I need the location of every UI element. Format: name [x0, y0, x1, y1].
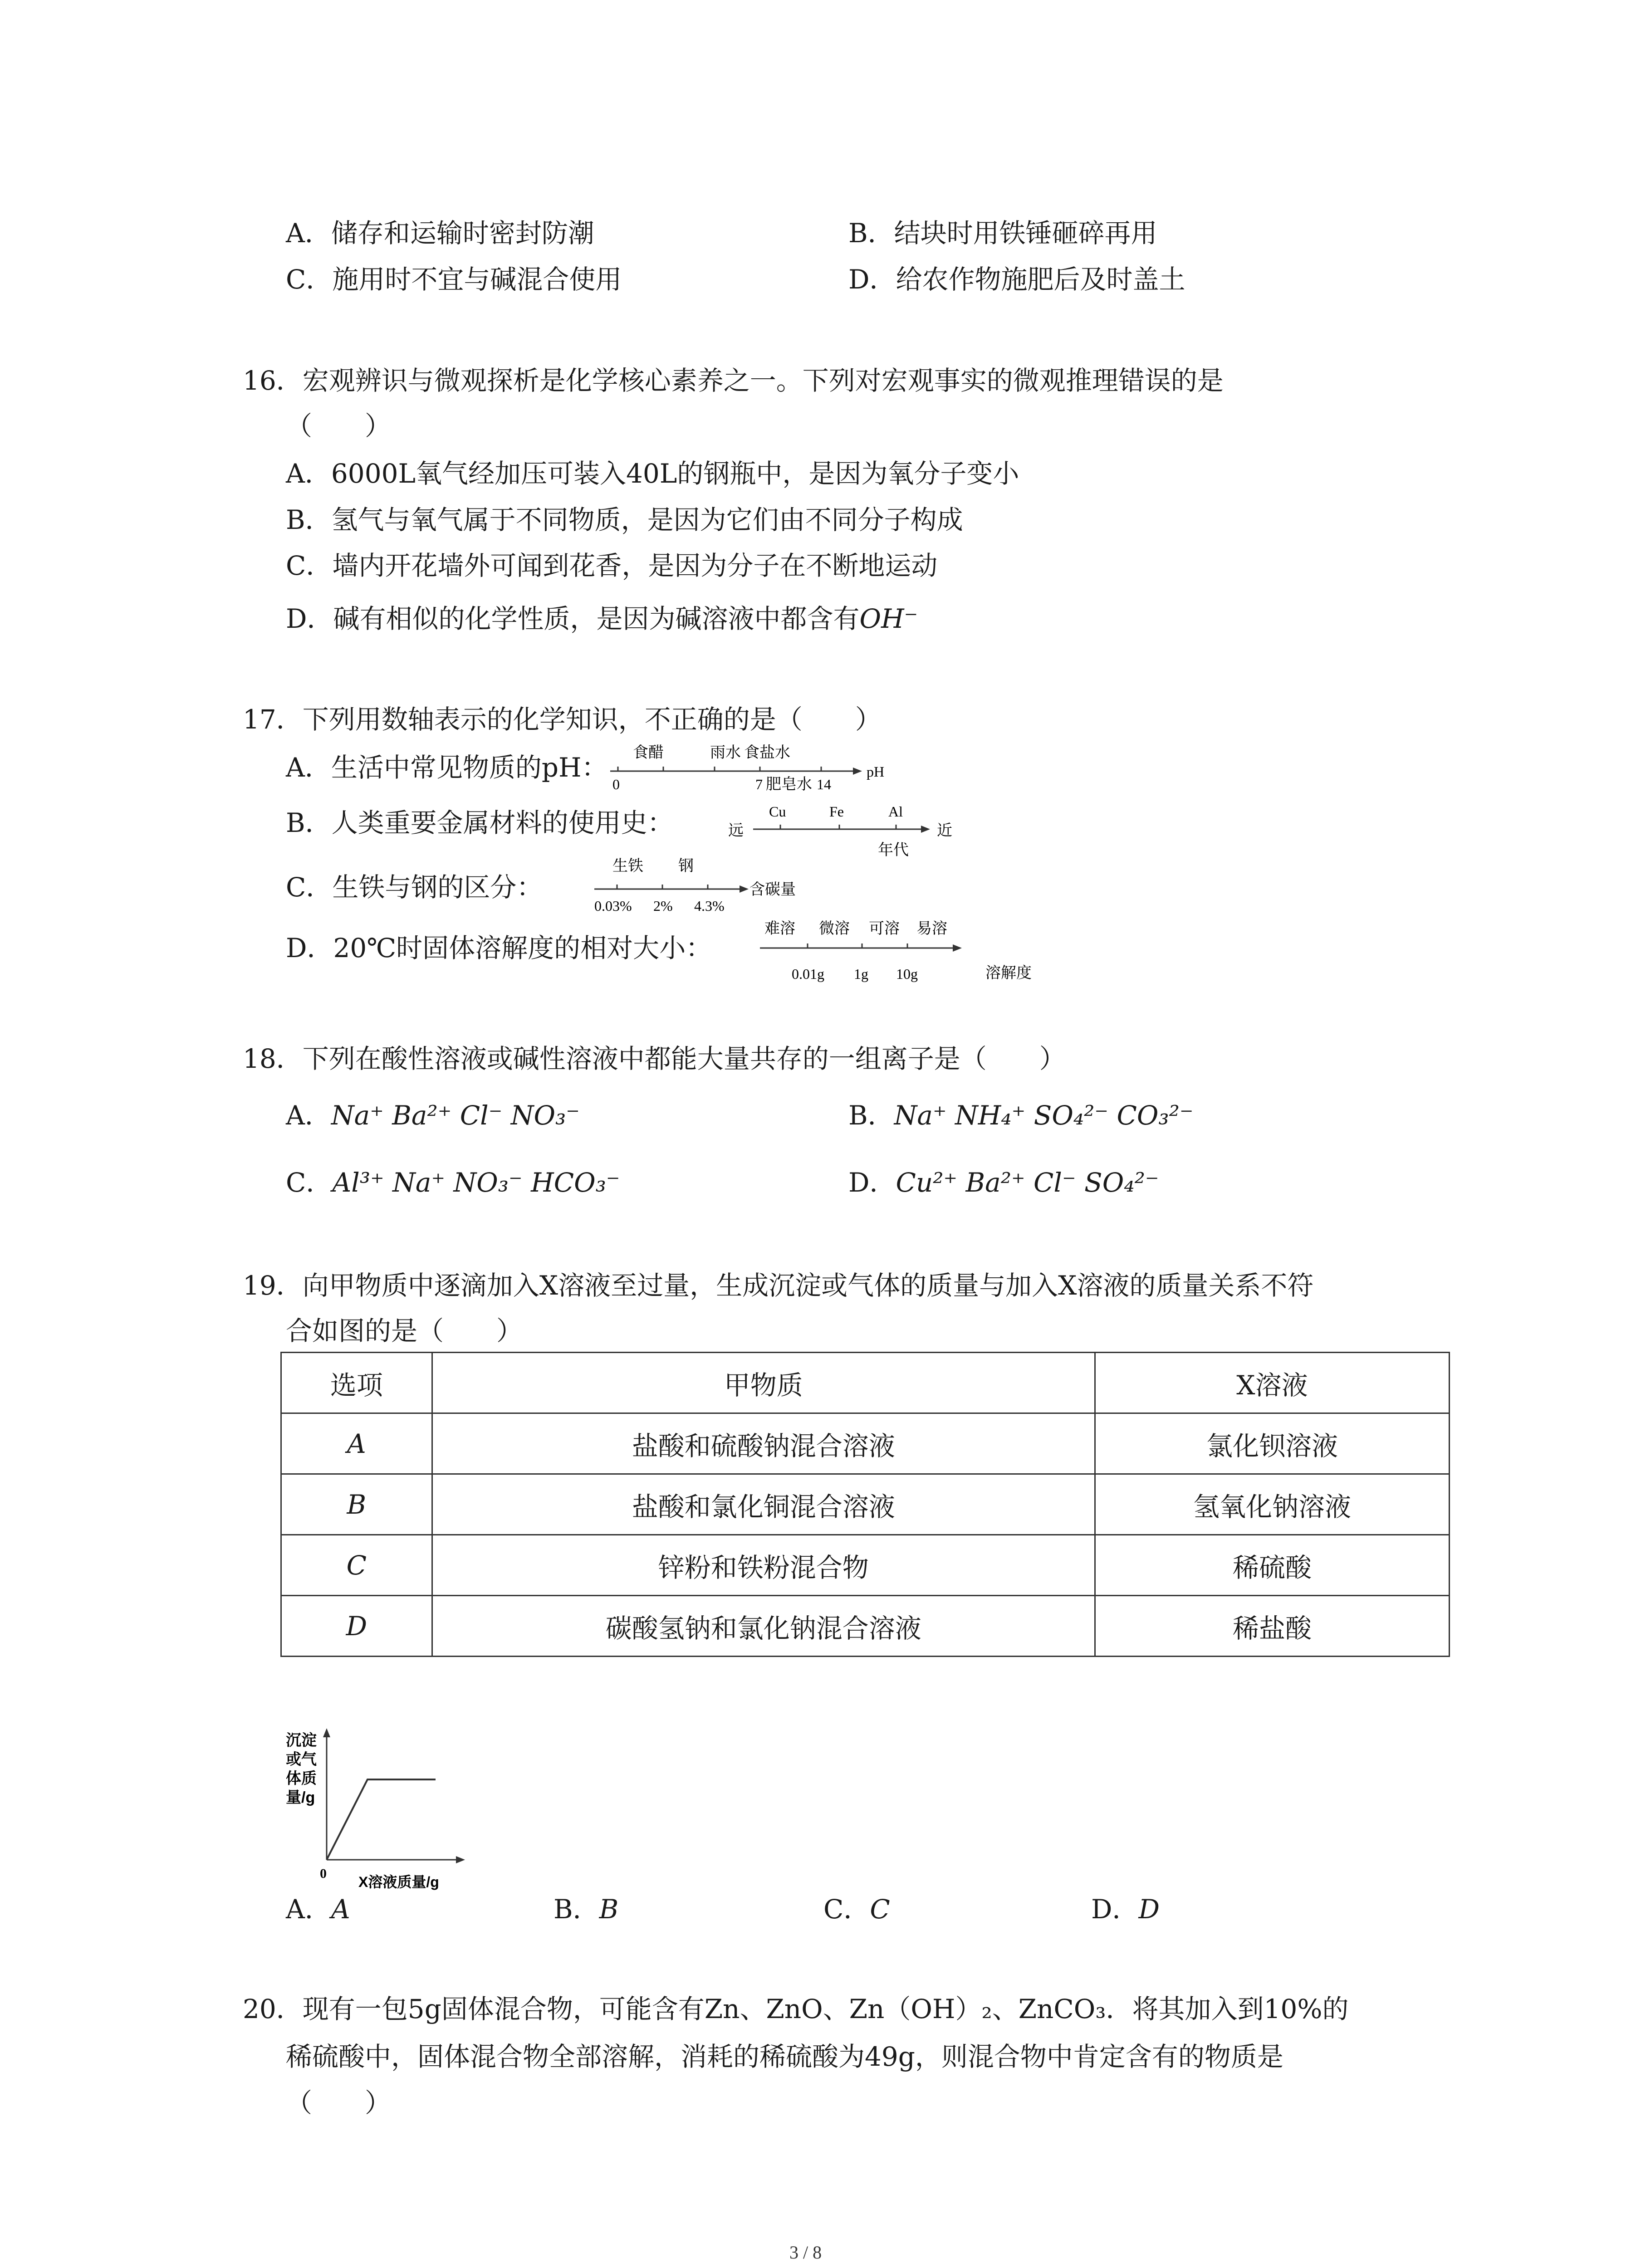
metal-label-cu: Cu: [769, 803, 786, 820]
sol-tick-1: 1g: [854, 966, 868, 982]
q18-option-b-label: B．: [848, 1100, 894, 1131]
ph-tick-14: 14: [817, 776, 831, 792]
table-cell-solution: 氢氧化钠溶液: [1095, 1474, 1449, 1535]
q16-blank: （ ）: [286, 411, 392, 441]
ph-label-soap: 肥皂水: [766, 776, 812, 793]
metal-axis-near: 近: [937, 822, 952, 839]
q18-option-c: [286, 1167, 620, 1199]
sol-label-soluble: 可溶: [869, 920, 900, 937]
q20-blank: （ ）: [286, 2087, 392, 2118]
q16-option-b: B．氢气与氧气属于不同物质，是因为它们由不同分子构成: [286, 504, 963, 535]
ph-label-rain: 雨水: [710, 744, 741, 761]
solubility-line: [753, 915, 1053, 997]
q17-option-b: B．人类重要金属材料的使用史：: [286, 807, 674, 838]
sol-tick-10: 10g: [896, 966, 918, 982]
graph-ylabel-2: 或气: [286, 1751, 317, 1768]
q20-line2: 稀硫酸中，固体混合物全部溶解，消耗的稀硫酸为49g，则混合物中肯定含有的物质是: [286, 2041, 1283, 2072]
q18-option-c-label: C．: [286, 1167, 333, 1198]
q19-option-c: [823, 1894, 890, 1926]
q15-option-b: B．结块时用铁锤砸碎再用: [848, 218, 1157, 249]
table-header-row: [281, 1353, 1450, 1413]
table-cell-substance: 盐酸和氯化铜混合溶液: [432, 1474, 1095, 1535]
q17-option-d: D．20℃时固体溶解度的相对大小：: [286, 933, 712, 963]
table-cell-solution: 稀盐酸: [1095, 1596, 1449, 1657]
sol-label-slightly: 微溶: [819, 920, 850, 937]
ph-label-salt: 食盐水: [744, 744, 790, 761]
carbon-tick-43: 4.3%: [694, 898, 725, 914]
carbon-tick-2: 2%: [653, 898, 673, 914]
graph-ylabel-1: 沉淀: [286, 1732, 317, 1749]
table-header-substance: 甲物质: [432, 1353, 1095, 1413]
q18-option-d: [848, 1167, 1159, 1199]
q18-option-a-label: A．: [286, 1100, 331, 1131]
table-row: [281, 1413, 1450, 1474]
q18-stem: 18．下列在酸性溶液或碱性溶液中都能大量共存的一组离子是（ ）: [243, 1043, 1066, 1074]
carbon-tick-003: 0.03%: [594, 898, 632, 914]
q18-option-d-label: D．: [848, 1167, 896, 1198]
q16-option-d-text: D．碱有相似的化学性质，是因为碱溶液中都含有: [286, 603, 860, 634]
q19-graph: [277, 1724, 490, 1892]
ph-tick-7: 7: [755, 776, 763, 792]
graph-curve: [327, 1779, 436, 1860]
q19-option-c-label: C．: [823, 1894, 870, 1925]
table-cell-solution: 稀硫酸: [1095, 1535, 1449, 1596]
q19-option-b-label: B．: [554, 1894, 599, 1925]
sol-label-very: 易溶: [916, 920, 947, 937]
q20-line1: 20．现有一包5g固体混合物，可能含有Zn、ZnO、Zn（OH）₂、ZnCO₃．将其加入到10%的: [243, 1994, 1349, 2024]
q19-option-a: [286, 1894, 350, 1926]
q19-stem-line1: 19．向甲物质中逐滴加入X溶液至过量，生成沉淀或气体的质量与加入X溶液的质量关系不符: [243, 1270, 1314, 1301]
carbon-label-pig-iron: 生铁: [612, 857, 643, 875]
q19-table: [280, 1352, 1450, 1657]
q18-option-a-ions: Na⁺ Ba²⁺ Cl⁻ NO₃⁻: [331, 1100, 580, 1131]
metal-axis-far: 远: [728, 822, 744, 839]
table-row: [281, 1474, 1450, 1535]
q15-option-c: C．施用时不宜与碱混合使用: [286, 264, 622, 295]
table-cell-option: A: [281, 1413, 432, 1474]
q17-stem: 17．下列用数轴表示的化学知识，不正确的是（ ）: [243, 704, 882, 735]
ph-axis-arrow: [853, 767, 862, 775]
ph-axis-end: pH: [867, 763, 885, 780]
q16-stem: 16．宏观辨识与微观探析是化学核心素养之一。下列对宏观事实的微观推理错误的是: [243, 365, 1224, 396]
table-row: [281, 1535, 1450, 1596]
metal-label-al: Al: [888, 803, 903, 820]
metal-axis-era: 年代: [878, 841, 909, 859]
q16-option-d-ion: OH⁻: [859, 603, 918, 634]
graph-origin: 0: [320, 1866, 327, 1881]
table-cell-substance: 碳酸氢钠和氯化钠混合溶液: [432, 1596, 1095, 1657]
table-cell-option: C: [281, 1535, 432, 1596]
q18-option-b-ions: Na⁺ NH₄⁺ SO₄²⁻ CO₃²⁻: [894, 1100, 1194, 1131]
q19-option-d-value: D: [1138, 1894, 1160, 1925]
table-cell-substance: 锌粉和铁粉混合物: [432, 1535, 1095, 1596]
table-cell-option: B: [281, 1474, 432, 1535]
table-cell-solution: 氯化钡溶液: [1095, 1413, 1449, 1474]
q19-option-a-value: A: [331, 1894, 350, 1925]
q19-option-b-value: B: [599, 1894, 619, 1925]
table-header-option: 选项: [281, 1353, 432, 1413]
metal-label-fe: Fe: [829, 803, 844, 820]
q19-stem-line2: 合如图的是（ ）: [286, 1315, 523, 1346]
q18-option-c-ions: Al³⁺ Na⁺ NO₃⁻ HCO₃⁻: [332, 1167, 620, 1198]
q19-option-b: [554, 1894, 618, 1926]
q19-option-d-label: D．: [1091, 1894, 1139, 1925]
page-number: 3 / 8: [789, 2242, 822, 2263]
q16-option-a: A．6000L氧气经加压可装入40L的钢瓶中，是因为氧分子变小: [286, 458, 1019, 489]
table-cell-option: D: [281, 1596, 432, 1657]
ph-label-vinegar: 食醋: [633, 744, 664, 761]
carbon-label-steel: 钢: [678, 857, 694, 875]
table-header-solution: X溶液: [1095, 1353, 1449, 1413]
sol-axis-end: 溶解度: [985, 964, 1032, 982]
q18-option-d-ions: Cu²⁺ Ba²⁺ Cl⁻ SO₄²⁻: [896, 1167, 1159, 1198]
q15-option-a: A．储存和运输时密封防潮: [286, 218, 594, 249]
q19-option-c-value: C: [870, 1894, 890, 1925]
graph-ylabel-4: 量/g: [286, 1789, 315, 1806]
sol-label-insoluble: 难溶: [764, 920, 795, 937]
q17-option-c: C．生铁与钢的区分：: [286, 872, 543, 903]
q17-option-a: A．生活中常见物质的pH：: [286, 752, 608, 783]
graph-xlabel: X溶液质量/g: [358, 1874, 439, 1890]
carbon-axis-end: 含碳量: [749, 881, 796, 898]
sol-tick-001: 0.01g: [792, 966, 824, 982]
graph-ylabel-3: 体质: [286, 1770, 317, 1787]
q18-option-b: [848, 1100, 1194, 1132]
q18-option-a: [286, 1100, 580, 1132]
q15-option-d: D．给农作物施肥后及时盖土: [848, 264, 1185, 295]
table-row: [281, 1596, 1450, 1657]
table-cell-substance: 盐酸和硫酸钠混合溶液: [432, 1413, 1095, 1474]
q19-option-d: [1091, 1894, 1160, 1926]
ph-tick-0: 0: [612, 776, 620, 792]
q16-option-d: [286, 603, 918, 635]
q19-option-a-label: A．: [286, 1894, 331, 1925]
q16-option-c: C．墙内开花墙外可闻到花香，是因为分子在不断地运动: [286, 550, 938, 581]
